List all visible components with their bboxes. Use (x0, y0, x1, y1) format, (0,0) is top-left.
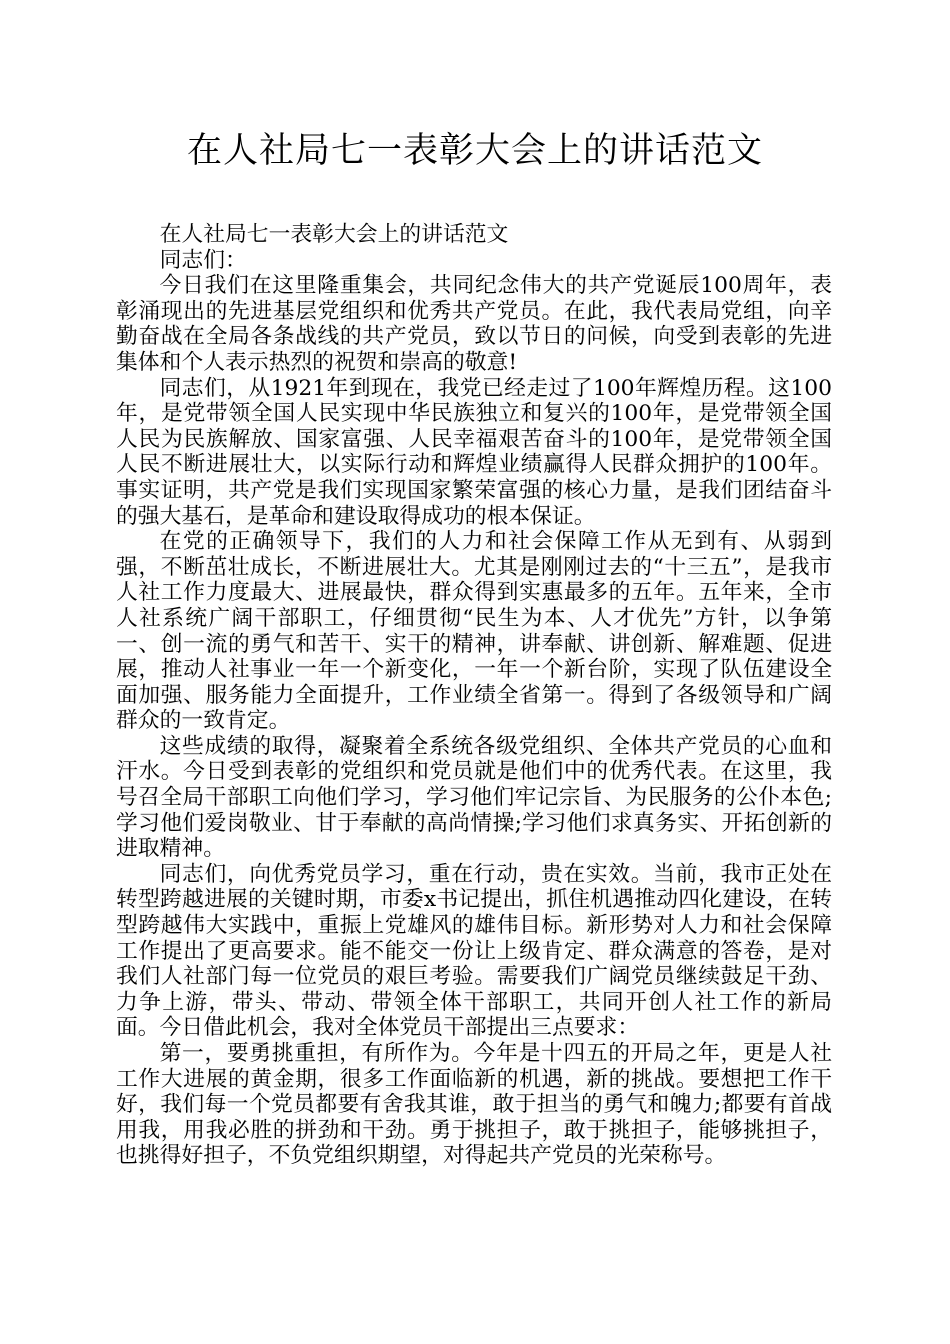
body-paragraph: 同志们，从1921年到现在，我党已经走过了100年辉煌历程。这100年，是党带领全国人民实现中华民族独立和复兴的100年，是党带领全国人民为民族解放、国家富强、人民幸福艰苦奋斗的100年，是党带领全国人民不断进展壮大，以实际行动和辉煌业绩赢得人民群众拥护的100年。事实证明，共产党是我们实现国家繁荣富强的核心力量，是我们团结奋斗的强大基石，是革命和建设取得成功的根本保证。 (116, 375, 832, 529)
document-body (116, 222, 832, 1169)
body-paragraph: 这些成绩的取得，凝聚着全系统各级党组织、全体共产党员的心血和汗水。今日受到表彰的党组织和党员就是他们中的优秀代表。在这里，我号召全局干部职工向他们学习，学习他们牢记宗旨、为民服务的公仆本色;学习他们爱岗敬业、甘于奉献的高尚情操;学习他们求真务实、开拓创新的进取精神。 (116, 733, 832, 862)
document-title: 在人社局七一表彰大会上的讲话范文 (186, 131, 763, 171)
body-paragraph: 在党的正确领导下，我们的人力和社会保障工作从无到有、从弱到强，不断茁壮成长，不断进展壮大。尤其是刚刚过去的“十三五”，是我市人社工作力度最大、进展最快，群众得到实惠最多的五年。五年来，全市人社系统广阔干部职工，仔细贯彻“民生为本、人才优先”方针，以争第一、创一流的勇气和苦干、实干的精神，讲奉献、讲创新、解难题、促进展，推动人社事业一年一个新变化，一年一个新台阶，实现了队伍建设全面加强、服务能力全面提升，工作业绩全省第一。得到了各级领导和广阔群众的一致肯定。 (116, 529, 832, 734)
body-paragraph: 同志们，向优秀党员学习，重在行动，贵在实效。当前，我市正处在转型跨越进展的关键时期，市委x书记提出，抓住机遇推动四化建设，在转型跨越伟大实践中，重振上党雄风的雄伟目标。新形势对人力和社会保障工作提出了更高要求。能不能交一份让上级肯定、群众满意的答卷，是对我们人社部门每一位党员的艰巨考验。需要我们广阔党员继续鼓足干劲、力争上游，带头、带动、带领全体干部职工，共同开创人社工作的新局面。今日借此机会，我对全体党员干部提出三点要求： (116, 861, 832, 1041)
body-paragraph: 第一，要勇挑重担，有所作为。今年是十四五的开局之年，更是人社工作大进展的黄金期，很多工作面临新的机遇，新的挑战。要想把工作干好，我们每一个党员都要有舍我其谁，敢于担当的勇气和魄力;都要有首战用我，用我必胜的拼劲和干劲。勇于挑担子，敢于挑担子，能够挑担子，也挑得好担子，不负党组织期望，对得起共产党员的光荣称号。 (116, 1041, 832, 1169)
subtitle-paragraph: 在人社局七一表彰大会上的讲话范文 (159, 222, 509, 247)
salutation-paragraph: 同志们： (159, 247, 247, 273)
body-paragraph: 今日我们在这里隆重集会，共同纪念伟大的共产党诞辰100周年，表彰涌现出的先进基层党组织和优秀共产党员。在此，我代表局党组，向辛勤奋战在全局各条战线的共产党员，致以节日的问候，向受到表彰的先进集体和个人表示热烈的祝贺和崇高的敬意! (116, 273, 832, 375)
